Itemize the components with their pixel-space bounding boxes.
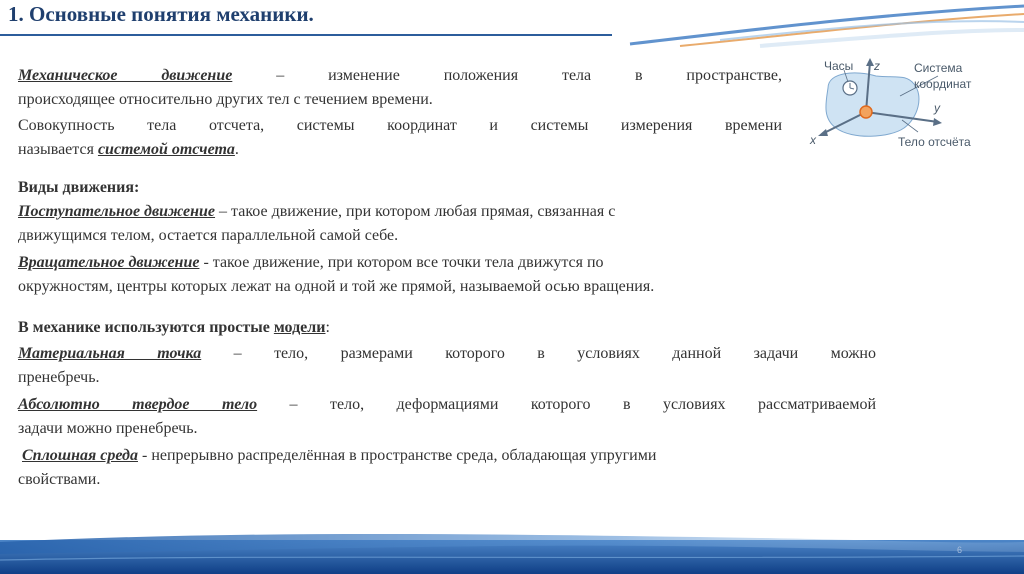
def-motion-line1: Механическое движение – изменение положения тела в пространстве, xyxy=(18,67,782,84)
term-material-point: Материальная точка xyxy=(18,345,202,362)
system-label-1: Система xyxy=(914,61,963,75)
rotational-line1: Вращательное движение - такое движение, при котором все точки тела движутся по xyxy=(18,254,604,271)
rigid-line2: задачи можно пренебречь. xyxy=(18,420,198,437)
point-line1: Материальная точка – тело, размерами которого в условиях данной задачи можно xyxy=(18,345,876,362)
term-continuum: Сплошная среда xyxy=(22,447,138,464)
term-models: модели xyxy=(273,319,326,336)
system-label-2: координат xyxy=(914,77,972,91)
models-heading: В механике используются простые модели: xyxy=(18,319,330,336)
reference-frame-figure xyxy=(806,52,996,152)
axis-z-label: z xyxy=(874,59,880,73)
translational-line1: Поступательное движение – такое движение, при котором любая прямая, связанная с xyxy=(18,203,616,220)
reference-body-blob xyxy=(826,73,919,136)
ref-frame-line1: Совокупность тела отсчета, системы координат и системы измерения времени xyxy=(18,117,782,134)
rotational-line2: окружностям, центры которых лежат на одной и той же прямой, называемой осью вращения. xyxy=(18,278,655,295)
continuum-line2: свойствами. xyxy=(18,471,101,488)
clock-label: Часы xyxy=(824,59,854,73)
header-swoosh-decoration xyxy=(600,0,1024,48)
page-number: 6 xyxy=(957,545,963,555)
translational-line2: движущимся телом, остается параллельной самой себе. xyxy=(18,227,399,244)
motion-types-heading: Виды движения: xyxy=(18,179,140,196)
footer-band-decoration xyxy=(0,530,1024,574)
term-mechanical-motion: Механическое движение xyxy=(18,67,233,84)
term-rigid-body: Абсолютно твердое тело xyxy=(18,396,258,413)
def-motion-line2: происходящее относительно других тел с течением времени. xyxy=(18,91,433,108)
body-label: Тело отсчёта xyxy=(898,135,971,149)
term-reference-frame: системой отсчета xyxy=(97,141,235,158)
title-underline xyxy=(0,34,612,36)
ref-frame-line2: называется системой отсчета. xyxy=(18,141,239,158)
axis-x-label: x xyxy=(810,133,816,147)
page-title: 1. Основные понятия механики. xyxy=(8,2,314,26)
rigid-line1: Абсолютно твердое тело – тело, деформациями которого в условиях рассматриваемой xyxy=(18,396,877,413)
continuum-line1: Сплошная среда - непрерывно распределённая в пространстве среда, обладающая упругими xyxy=(22,447,657,464)
point-line2: пренебречь. xyxy=(18,369,100,386)
term-rotational: Вращательное движение xyxy=(18,254,200,271)
term-translational: Поступательное движение xyxy=(18,203,216,220)
axis-y-label: y xyxy=(934,101,940,115)
origin-point xyxy=(860,106,872,118)
